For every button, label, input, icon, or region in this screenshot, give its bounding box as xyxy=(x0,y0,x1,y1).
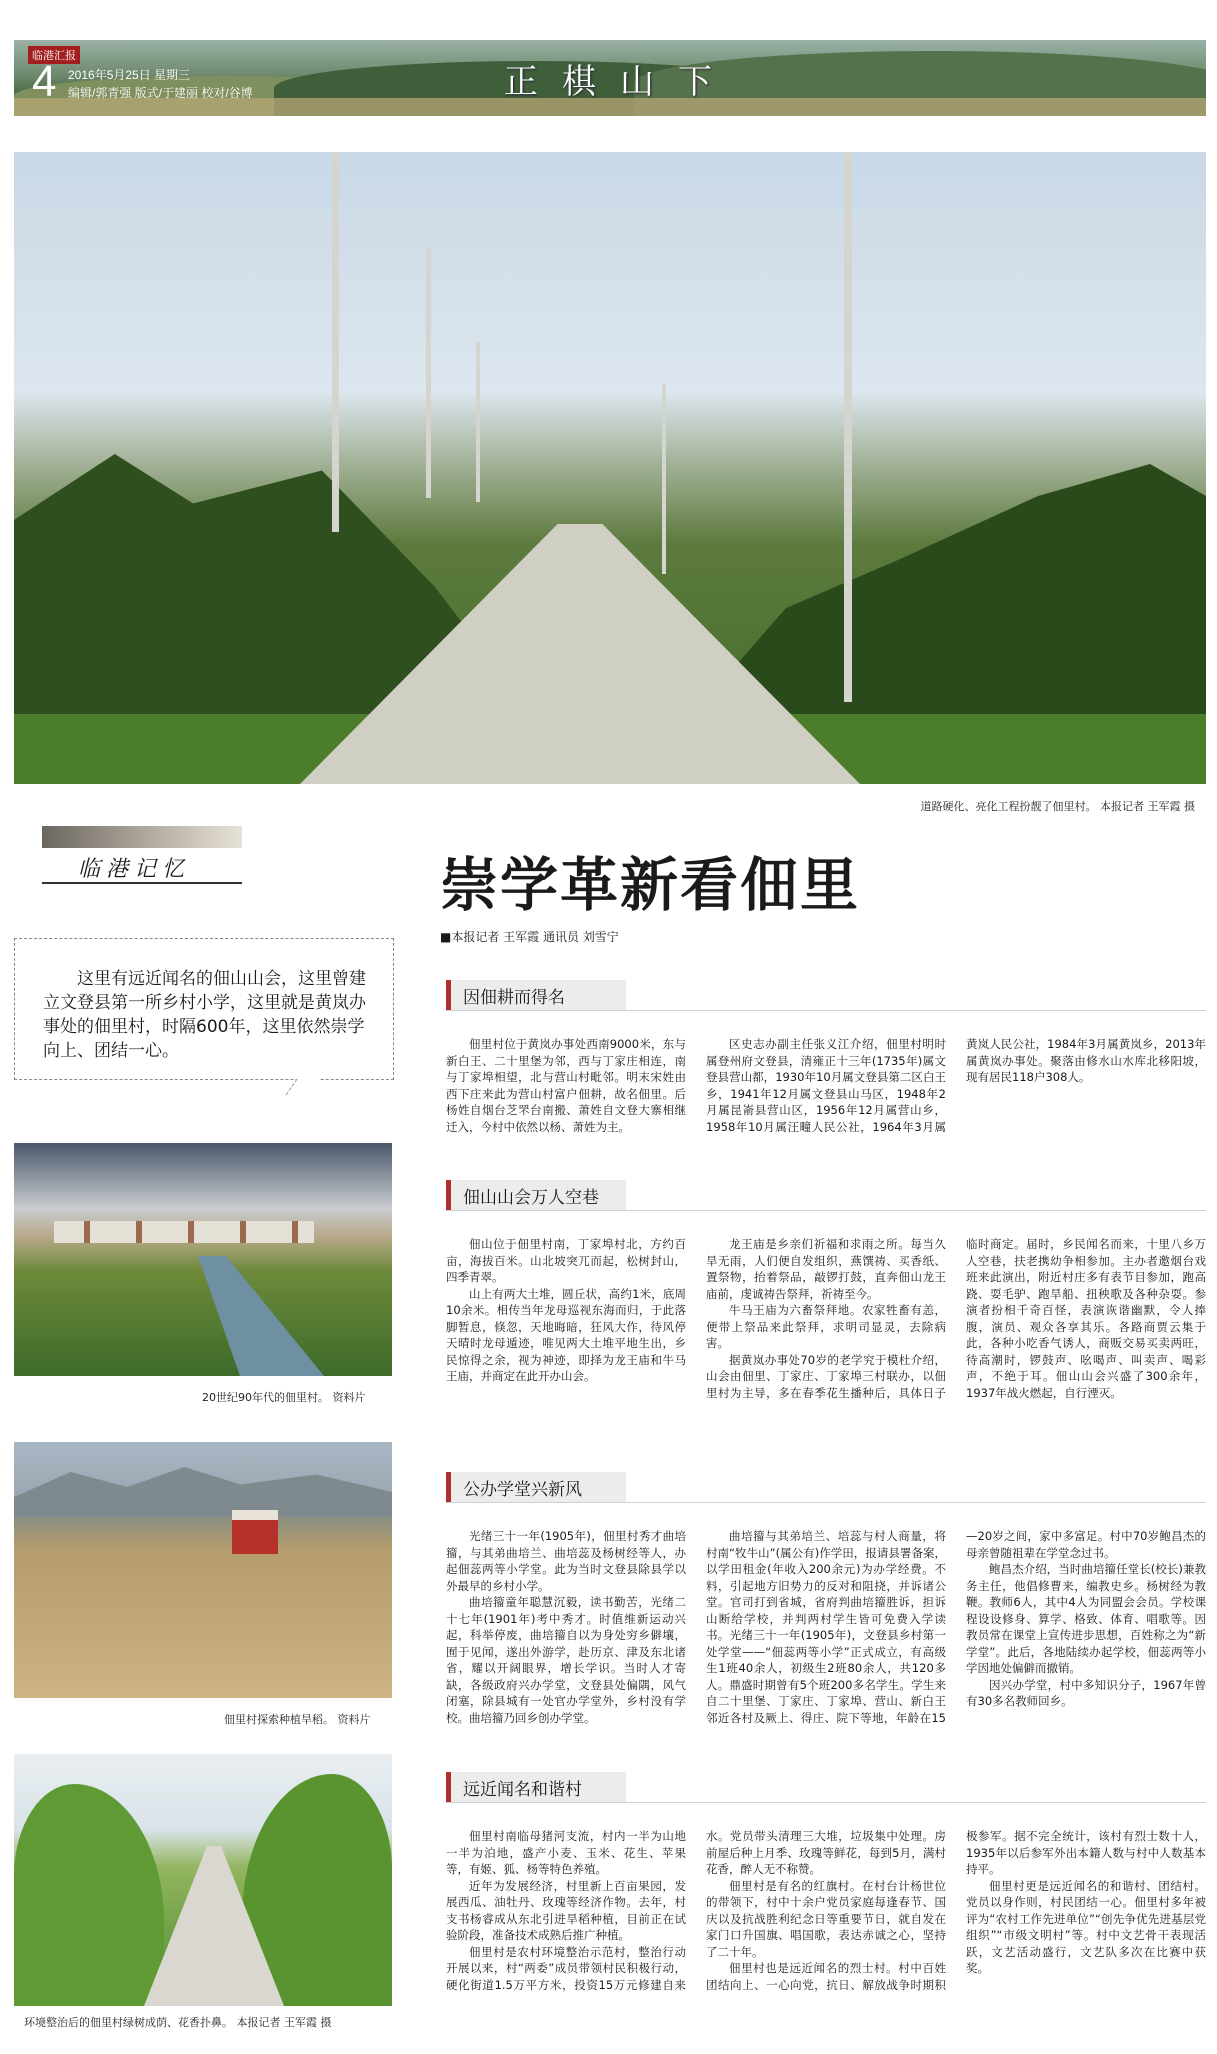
paragraph: 曲培籀与其弟培兰、培蕊与村人商量，将村南“牧牛山”(属公有)作学田，报请县署备案，以学田租金(年收入200余元)为办学经费。不料，引起地方旧势力的反对和阻挠，并诉诸公堂。官司打到省城，省府判曲培籀胜诉，担诉山断给学校，并判两村学生皆可免费入学读书。光绪三十一年(1905年)，文登县乡村第一处学堂——“佃蕊两等小学”正式成立，有高级生1班40余人，初级生2班80余人，共120多人。鼎盛时期曾有5个班200多名学生。学生来自二十里堡、丁家庄、丁家埠、营山、新白王邻近各村及厥上、得庄、院下等地，年龄在15—20岁之间，家中多富足。村中70岁鲍昌杰的母亲曾随祖辈在学堂念过书。 xyxy=(706,1529,1206,1725)
paragraph: 山上有两大土堆，圆丘状，高约1米，底周10余米。相传当年龙母巡视东海而归，于此落脚暂息，倏忽，天地晦暗，狂风大作，待风停天晴时龙母遁迹，唯见两大土堆平地生出，乡民惊得之余，视为神迹，即择为龙王庙和牛马王庙，并商定在此开办山会。 xyxy=(446,1286,686,1383)
section-title: 正棋山下 xyxy=(504,62,736,102)
photo-caption-village: 20世纪90年代的佃里村。 资料片 xyxy=(202,1391,366,1404)
street-lamp-pole xyxy=(662,384,666,574)
section-body xyxy=(446,1828,1206,1993)
section-heading: 因佃耕而得名 xyxy=(446,980,626,1010)
paragraph: 佃里村是农村环境整治示范村，整治行动开展以来，村“两委”成员带领村民积极行动，硬化街道1.5万平方米，投资15万元修建自来水。党员带头清理三大堆，垃圾集中处理。房前屋后种上月季、玫瑰等鲜花，每到5月，满村花香，醉人无不称赞。 xyxy=(446,1829,946,1992)
lead-box-tail xyxy=(285,1079,320,1095)
section-body xyxy=(446,1036,1206,1135)
paragraph: 据黄岚办事处70岁的老学究于模杜介绍，山会由佃里、丁家庄、丁家埠三村联办，以佃里村为主导，多在春季花生播种后，具体日子临时商定。届时，乡民闻名而来，十里八乡万人空巷，扶老携幼争相参加。主办者邀烟台戏班来此演出，附近村庄多有表节目参加，跑高跷、耍毛驴、跑旱船、扭秧歌及各种杂耍。参演者扮相千奇百怪，表演诙谐幽默，令人捧腹，演员、观众各享其乐。各路商贾云集于此，各种小吃香气诱人，商贩交易买卖两旺，待高潮时，锣鼓声、吆喝声、叫卖声、喝彩声，不绝于耳。佃山山会兴盛了300余年，1937年战火燃起，自行湮灭。 xyxy=(706,1237,1206,1400)
paragraph: 鲍昌杰介绍，当时曲培籀任堂长(校长)兼教务主任，他倡修曹来，编教史乡。杨树经为教鞭。教师6人，其中4人为同盟会会员。学校课程设设修身、算学、格致、体育、唱歌等。因教员常在课堂上宣传进步思想，百姓称之为“新学堂”。此后，各地陆续办起学校，佃蕊两等小学因地处偏僻而撤销。 xyxy=(966,1562,1206,1675)
village-houses xyxy=(54,1221,314,1243)
editors-credit: 编辑/郭青强 版式/于建丽 校对/谷博 xyxy=(68,86,253,100)
paragraph: 佃里村也是远近闻名的烈士村。村中百姓团结向上、一心向党，抗日、解放战争时期积极参军。据不完全统计，该村有烈士数十人，1935年以后参军外出本籍人数与村中人数基本持平。 xyxy=(706,1829,1206,1992)
photo-caption-harvest: 佃里村探索种植旱稻。 资料片 xyxy=(224,1713,371,1726)
paragraph: 佃里村位于黄岚办事处西南9000米，东与新白王、二十里堡为邻，西与丁家庄相连，南与丁家埠相望，北与营山村毗邻。明末宋姓由西下庄来此为营山村富户佃耕，故名佃里。后杨姓自烟台芝罘台南搬、萧姓自文登大寨相继迁入，今村中依然以杨、萧姓为主。 xyxy=(446,1037,686,1134)
section-body xyxy=(446,1236,1206,1401)
paragraph: 因兴办学堂，村中多知识分子，1967年曾有30多名教师回乡。 xyxy=(966,1677,1206,1708)
lead-box xyxy=(14,938,394,1080)
masthead-banner xyxy=(14,40,1206,116)
paragraph: 佃里村南临母猪河支流，村内一半为山地一半为泊地，盛产小麦、玉米、花生、苹果等，有姬、狐、杨等特色养殖。 xyxy=(446,1829,686,1876)
hero-caption: 道路硬化、亮化工程扮靓了佃里村。 本报记者 王军霞 摄 xyxy=(920,800,1195,813)
page-number: 4 xyxy=(32,57,57,106)
harvest-mountains xyxy=(14,1467,392,1517)
paragraph: 曲培籀童年聪慧沉毅，读书勤苦，光绪二十七年(1901年)考中秀才。时值维新运动兴起，科举停废，曲培籀自以为身处穷乡僻壤，囿于见闻，遂出外游学，赴历京、津及东北诸省，耀以开阔眼界，增长学识。当时人才寄缺，各级政府兴办学堂，文登县处偏隅，风气闭塞，除县城有一处官办学堂外，乡村没有学校。曲培籀乃回乡创办学堂。 xyxy=(446,1595,686,1725)
column-label: 临港记忆 xyxy=(78,857,191,882)
willow-trees-left xyxy=(14,1784,164,2006)
paper-logo: 临港汇报 xyxy=(28,46,80,64)
section-heading: 公办学堂兴新风 xyxy=(446,1472,626,1502)
paragraph: 佃里村更是远近闻名的和谐村、团结村。党员以身作则，村民团结一心。佃里村多年被评为“农村工作先进单位”“创先争优先进基层党组织”“市级文明村”等。村中文艺骨干表现活跃，文艺活动盛行，文艺队多次在比赛中获奖。 xyxy=(966,1878,1206,1975)
column-badge-rule xyxy=(42,882,242,884)
photo-caption-willow: 环境整治后的佃里村绿树成荫、花香扑鼻。 本报记者 王军霞 摄 xyxy=(24,2016,332,2029)
street-lamp-pole xyxy=(844,152,852,702)
paragraph: 佃山位于佃里村南，丁家埠村北，方约百亩，海拔百米。山北坡突兀而起，松树封山，四季青翠。 xyxy=(446,1237,686,1284)
paragraph: 区史志办副主任张义江介绍，佃里村明时属登州府文登县，清雍正十三年(1735年)属文登县营山都，1930年10月属文登县第二区白王乡，1941年12月属文登县山马区，1948年2月属昆嵛县营山区，1956年12月属营山乡，1958年10月属汪疃人民公社，1964年3月属黄岚人民公社，1984年3月属黄岚乡，2013年属黄岚办事处。聚落由修水山水库北移阳坡，现有居民118户308人。 xyxy=(706,1037,1206,1134)
section-rule xyxy=(446,1802,1206,1803)
utility-pole xyxy=(426,248,431,498)
article-headline: 崇学革新看佃里 xyxy=(440,851,861,919)
paragraph: 龙王庙是乡亲们祈福和求雨之所。每当久旱无雨，人们便自发组织，燕馔祷、买香纸、置祭物，抬着祭品，敲锣打鼓，直奔佃山龙王庙前，虔诚祷告祭拜，祈祷至今。 xyxy=(706,1237,946,1301)
paragraph: 牛马王庙为六畜祭拜地。农家牲畜有恙，便带上祭品来此祭拜，求明司显灵，去除病害。 xyxy=(706,1303,946,1350)
article-byline: ■本报记者 王军霞 通讯员 刘雪宁 xyxy=(440,930,619,944)
utility-pole xyxy=(476,342,480,502)
village-stream xyxy=(184,1256,324,1376)
issue-date: 2016年5月25日 星期三 xyxy=(68,68,191,82)
column-badge-art xyxy=(42,826,242,848)
photo-village-1990s xyxy=(14,1143,392,1376)
section-heading: 远近闻名和谐村 xyxy=(446,1772,626,1802)
section-body xyxy=(446,1528,1206,1726)
utility-pole xyxy=(332,152,339,532)
section-rule xyxy=(446,1210,1206,1211)
section-rule xyxy=(446,1010,1206,1011)
lead-text: 这里有远近闻名的佃山山会，这里曾建立文登县第一所乡村小学，这里就是黄岚办事处的佃里村，时隔600年，这里依然崇学向上、团结一心。 xyxy=(43,969,366,1061)
hero-photo-road xyxy=(14,152,1206,784)
photo-rice-field xyxy=(14,1442,392,1698)
section-heading: 佃山山会万人空巷 xyxy=(446,1180,626,1210)
photo-tree-lined-path xyxy=(14,1754,392,2006)
paragraph: 近年为发展经济，村里新上百亩果园，发展西瓜、油牡丹、玫瑰等经济作物。去年，村支书杨睿成从东北引进旱稻种植，目前正在试验阶段，准备技术成熟后推广种植。 xyxy=(446,1878,686,1942)
section-rule xyxy=(446,1502,1206,1503)
column-badge xyxy=(42,826,242,884)
paragraph: 佃里村是有名的红旗村。在村台计杨世位的带领下，村中十余户党员家庭每逢春节、国庆以及抗战胜利纪念日等重要节日，就自发在家门口升国旗、唱国歌，表达赤诚之心，坚持了二十年。 xyxy=(706,1878,946,1959)
paragraph: 光绪三十一年(1905年)，佃里村秀才曲培籀，与其弟曲培兰、曲培蕊及杨树经等人，办起佃蕊两等小学堂。此为当时文登县除县学以外最早的乡村小学。 xyxy=(446,1529,686,1593)
harvester-machine xyxy=(232,1510,278,1554)
